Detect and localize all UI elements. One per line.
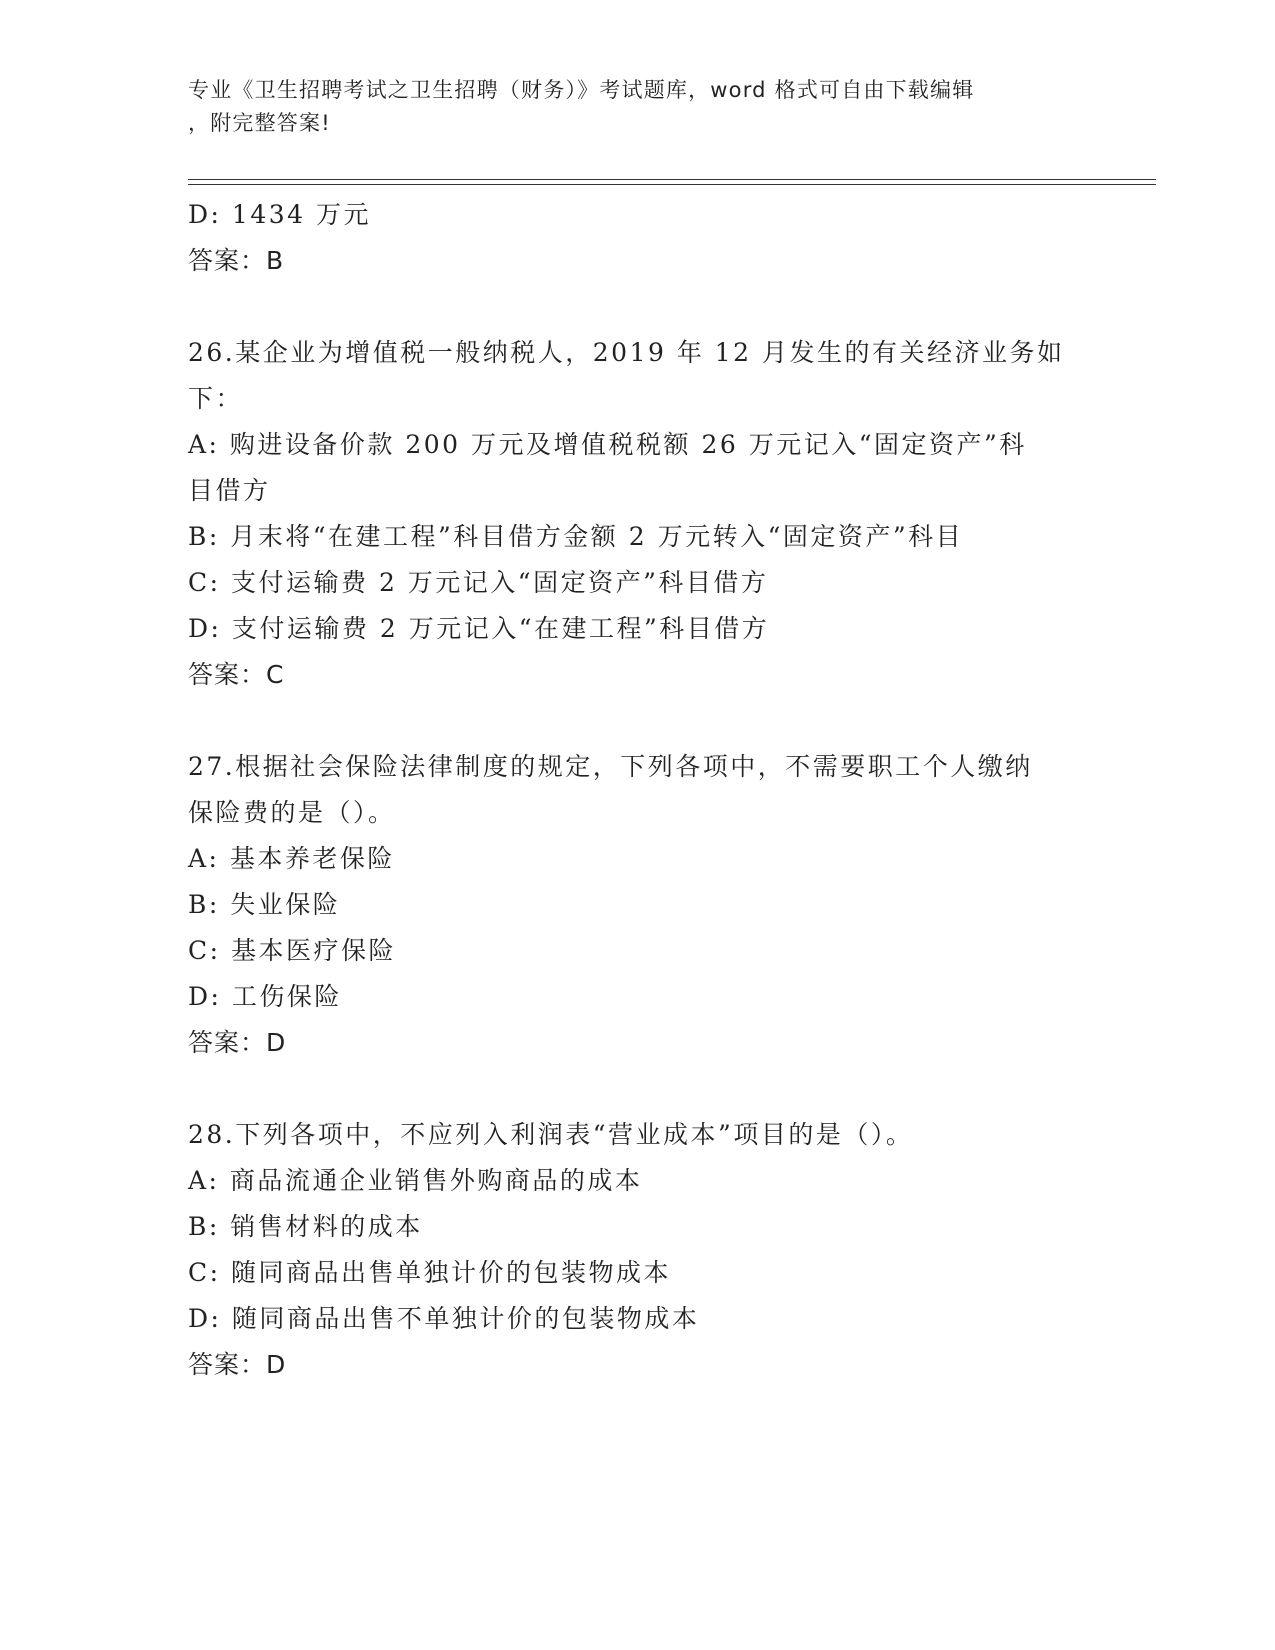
header-line-1: 专业《卫生招聘考试之卫生招聘（财务）》考试题库，word 格式可自由下载编辑	[188, 78, 975, 102]
option-a: A: 购进设备价款 200 万元及增值税税额 26 万元记入“固定资产”科	[188, 430, 1027, 459]
option-b: B: 销售材料的成本	[188, 1212, 423, 1241]
option-d: D: 工伤保险	[188, 982, 342, 1011]
option-a: 目借方	[188, 476, 271, 505]
question-stem: 28.下列各项中，不应列入利润表“营业成本”项目的是（）。	[188, 1120, 914, 1149]
document-header	[188, 74, 1088, 140]
question-stem: 26.某企业为增值税一般纳税人，2019 年 12 月发生的有关经济业务如	[188, 338, 1065, 367]
option-a: A: 商品流通企业销售外购商品的成本	[188, 1166, 643, 1195]
spacer	[188, 698, 1088, 744]
option-c: C: 基本医疗保险	[188, 936, 396, 965]
option-d: D: 支付运输费 2 万元记入“在建工程”科目借方	[188, 614, 770, 643]
prev-answer: 答案：B	[188, 246, 285, 275]
question-27	[188, 744, 1088, 1066]
option-c: C: 随同商品出售单独计价的包装物成本	[188, 1258, 671, 1287]
spacer	[188, 1066, 1088, 1112]
question-stem: 保险费的是（）。	[188, 798, 396, 827]
option-c: C: 支付运输费 2 万元记入“固定资产”科目借方	[188, 568, 769, 597]
answer: 答案：D	[188, 1350, 287, 1379]
option-a: A: 基本养老保险	[188, 844, 395, 873]
header-divider-top	[188, 179, 1156, 180]
answer: 答案：C	[188, 660, 285, 689]
header-line-2: ，附完整答案!	[188, 111, 331, 135]
question-stem: 下：	[188, 384, 244, 413]
question-stem: 27.根据社会保险法律制度的规定，下列各项中，不需要职工个人缴纳	[188, 752, 1033, 781]
option-b: B: 失业保险	[188, 890, 341, 919]
option-b: B: 月末将“在建工程”科目借方金额 2 万元转入“固定资产”科目	[188, 522, 964, 551]
question-28	[188, 1112, 1088, 1388]
answer: 答案：D	[188, 1028, 287, 1057]
spacer	[188, 284, 1088, 330]
question-26	[188, 330, 1088, 698]
option-d: D: 随同商品出售不单独计价的包装物成本	[188, 1304, 700, 1333]
prev-option-d: D: 1434 万元	[188, 200, 371, 229]
header-divider-bottom	[188, 184, 1156, 185]
question-list	[188, 192, 1088, 1388]
